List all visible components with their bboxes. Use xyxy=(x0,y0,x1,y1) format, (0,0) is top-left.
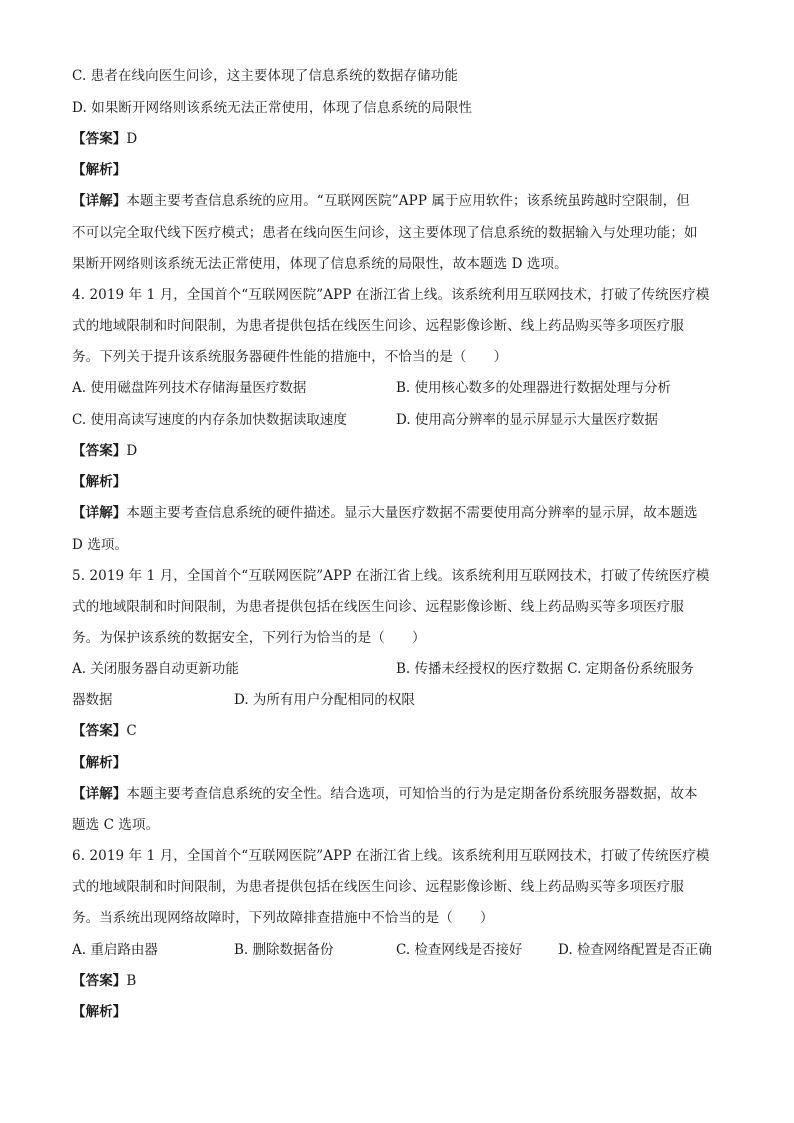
prev-option-c: C. 患者在线向医生问诊，这主要体现了信息系统的数据存储功能 xyxy=(72,68,458,84)
q5-answer: 【答案】C xyxy=(72,723,137,739)
prev-option-d: D. 如果断开网络则该系统无法正常使用，体现了信息系统的局限性 xyxy=(72,100,473,116)
prev-detail-line-2: 不可以完全取代线下医疗模式；患者在线向医生问诊，这主要体现了信息系统的数据输入与处理功能；如 xyxy=(72,225,698,241)
section-marker: 【答案】 xyxy=(72,973,127,989)
q4-stem-line-2: 式的地域限制和时间限制，为患者提供包括在线医生问诊、远程影像诊断、线上药品购买等多项医疗服 xyxy=(72,318,684,334)
q4-answer: 【答案】D xyxy=(72,443,138,459)
q6-option-d: D. 检查网络配置是否正确 xyxy=(558,942,712,958)
section-marker: 【详解】 xyxy=(72,193,127,209)
q4-analysis-label xyxy=(72,472,126,492)
q4-option-d: D. 使用高分辨率的显示屏显示大量医疗数据 xyxy=(396,412,658,428)
section-marker: 【答案】 xyxy=(72,443,127,459)
section-marker: 【答案】 xyxy=(72,131,127,147)
q5-detail-line-1: 【详解】本题主要考查信息系统的安全性。结合选项，可知恰当的行为是定期备份系统服务器数据，故本 xyxy=(72,786,698,802)
prev-analysis-label xyxy=(72,160,126,180)
q6-option-c: C. 检查网线是否接好 xyxy=(396,942,523,958)
q4-stem-line-1: 4. 2019 年 1 月，全国首个“互联网医院”APP 在浙江省上线。该系统利用互联网技术，打破了传统医疗模 xyxy=(72,287,710,303)
q4-option-b: B. 使用核心数多的处理器进行数据处理与分析 xyxy=(396,380,672,396)
q5-option-d: D. 为所有用户分配相同的权限 xyxy=(234,692,415,708)
q4-detail-line-1: 【详解】本题主要考查信息系统的硬件描述。显示大量医疗数据不需要使用高分辨率的显示屏，故本题选 xyxy=(72,505,698,521)
prev-answer: 【答案】D xyxy=(72,131,138,147)
q4-option-a: A. 使用磁盘阵列技术存储海量医疗数据 xyxy=(72,380,307,396)
q6-stem-line-2: 式的地域限制和时间限制，为患者提供包括在线医生问诊、远程影像诊断、线上药品购买等多项医疗服 xyxy=(72,879,684,895)
q4-option-c: C. 使用高读写速度的内存条加快数据读取速度 xyxy=(72,412,347,428)
section-marker: 【答案】 xyxy=(72,723,127,739)
prev-detail-line-3: 果断开网络则该系统无法正常使用，体现了信息系统的局限性，故本题选 D 选项。 xyxy=(72,256,568,272)
q5-stem-line-3: 务。为保护该系统的数据安全，下列行为恰当的是（ ） xyxy=(72,630,426,646)
section-marker: 【解析】 xyxy=(72,474,127,490)
section-marker: 【解析】 xyxy=(72,1004,127,1020)
q6-analysis-label xyxy=(72,1002,126,1022)
q6-stem-line-3: 务。当系统出现网络故障时，下列故障排查措施中不恰当的是（ ） xyxy=(72,910,494,926)
q6-answer: 【答案】B xyxy=(72,973,137,989)
q6-option-a: A. 重启路由器 xyxy=(72,942,158,958)
section-marker: 【详解】 xyxy=(72,786,127,802)
q4-stem-line-3: 务。下列关于提升该系统服务器硬件性能的措施中，不恰当的是（ ） xyxy=(72,349,508,365)
prev-detail-line-1: 【详解】本题主要考查信息系统的应用。“互联网医院”APP 属于应用软件；该系统虽跨越时空限制，但 xyxy=(72,193,690,209)
section-marker: 【解析】 xyxy=(72,162,127,178)
q4-detail-line-2: D 选项。 xyxy=(72,537,129,553)
section-marker: 【详解】 xyxy=(72,505,127,521)
q5-detail-line-2: 题选 C 选项。 xyxy=(72,817,160,833)
q5-stem-line-1: 5. 2019 年 1 月，全国首个“互联网医院”APP 在浙江省上线。该系统利用互联网技术，打破了传统医疗模 xyxy=(72,568,710,584)
q5-option-b-c: B. 传播未经授权的医疗数据 C. 定期备份系统服务 xyxy=(396,661,694,677)
q5-stem-line-2: 式的地域限制和时间限制，为患者提供包括在线医生问诊、远程影像诊断、线上药品购买等多项医疗服 xyxy=(72,599,684,615)
section-marker: 【解析】 xyxy=(72,755,127,771)
q5-option-c-continuation: 器数据 xyxy=(72,692,113,708)
q6-stem-line-1: 6. 2019 年 1 月，全国首个“互联网医院”APP 在浙江省上线。该系统利用互联网技术，打破了传统医疗模 xyxy=(72,848,710,864)
q6-option-b: B. 删除数据备份 xyxy=(234,942,334,958)
q5-option-a: A. 关闭服务器自动更新功能 xyxy=(72,661,239,677)
q5-analysis-label xyxy=(72,753,126,773)
